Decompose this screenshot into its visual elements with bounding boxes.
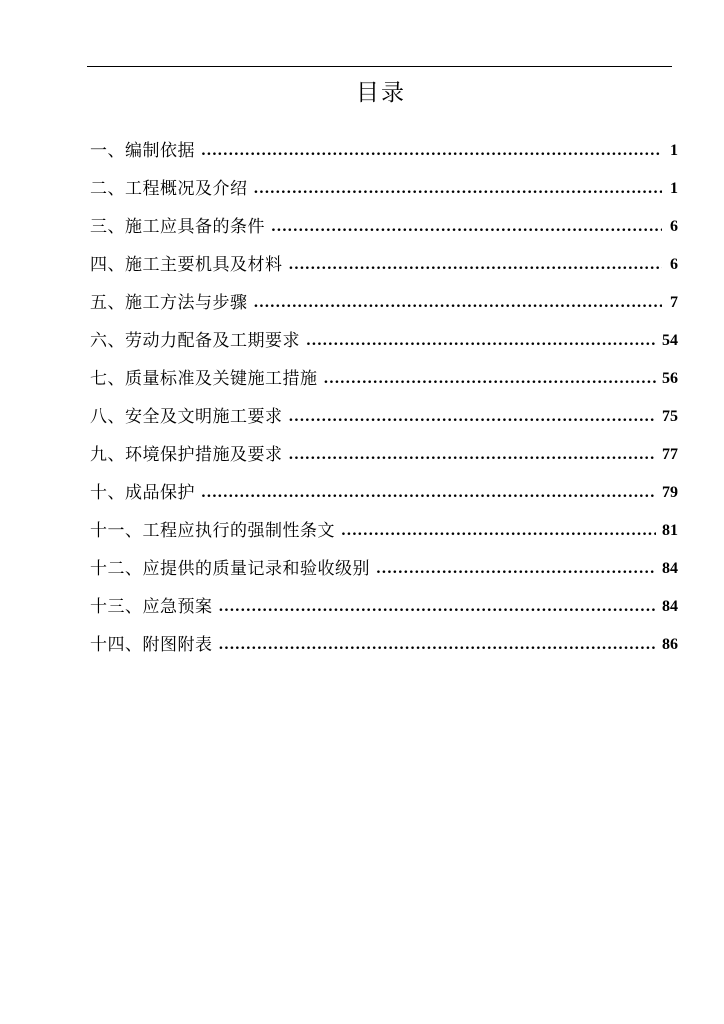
toc-entry-page: 81 bbox=[662, 522, 678, 539]
toc-dot-leader bbox=[271, 212, 662, 242]
toc-entry-page: 84 bbox=[662, 598, 678, 615]
toc-entry-page: 6 bbox=[670, 256, 678, 273]
toc-entry-label: 一、编制依据 bbox=[90, 141, 195, 161]
toc-dot-leader bbox=[289, 440, 657, 470]
toc-entry-label: 十四、附图附表 bbox=[90, 635, 213, 655]
toc-entry[interactable] bbox=[90, 242, 678, 280]
toc-entry-label: 七、质量标准及关键施工措施 bbox=[90, 369, 318, 389]
toc-entry-page: 75 bbox=[662, 408, 678, 425]
toc-dot-leader bbox=[341, 516, 656, 546]
toc-entry-page: 54 bbox=[662, 332, 678, 349]
toc-entry[interactable] bbox=[90, 280, 678, 318]
toc-entry-page: 1 bbox=[670, 142, 678, 159]
toc-dot-leader bbox=[254, 174, 663, 204]
toc-entry-label: 八、安全及文明施工要求 bbox=[90, 407, 283, 427]
toc-dot-leader bbox=[289, 402, 657, 432]
toc-entry-label: 二、工程概况及介绍 bbox=[90, 179, 248, 199]
toc-dot-leader bbox=[324, 364, 657, 394]
toc-entry-page: 84 bbox=[662, 560, 678, 577]
toc-entry[interactable] bbox=[90, 508, 678, 546]
toc-entry-page: 56 bbox=[662, 370, 678, 387]
toc-entry[interactable] bbox=[90, 318, 678, 356]
toc-dot-leader bbox=[289, 250, 663, 280]
toc-entry-label: 十、成品保护 bbox=[90, 483, 195, 503]
toc-entry-page: 7 bbox=[670, 294, 678, 311]
toc-entry[interactable] bbox=[90, 432, 678, 470]
toc-dot-leader bbox=[376, 554, 656, 584]
toc-dot-leader bbox=[201, 478, 656, 508]
toc-dot-leader bbox=[201, 136, 662, 166]
toc-entry-label: 十二、应提供的质量记录和验收级别 bbox=[90, 559, 370, 579]
toc-entry-page: 6 bbox=[670, 218, 678, 235]
toc-entry[interactable] bbox=[90, 394, 678, 432]
toc-entry[interactable] bbox=[90, 584, 678, 622]
toc-entry[interactable] bbox=[90, 546, 678, 584]
toc-entry[interactable] bbox=[90, 128, 678, 166]
toc-entry[interactable] bbox=[90, 356, 678, 394]
toc-entry-page: 79 bbox=[662, 484, 678, 501]
toc-entry-label: 六、劳动力配备及工期要求 bbox=[90, 331, 300, 351]
toc-entry-label: 四、施工主要机具及材料 bbox=[90, 255, 283, 275]
toc-entry-label: 九、环境保护措施及要求 bbox=[90, 445, 283, 465]
toc-entry-label: 十三、应急预案 bbox=[90, 597, 213, 617]
toc-entry[interactable] bbox=[90, 622, 678, 660]
table-of-contents bbox=[90, 128, 678, 660]
header-rule bbox=[87, 66, 672, 67]
toc-entry-page: 86 bbox=[662, 636, 678, 653]
toc-dot-leader bbox=[306, 326, 656, 356]
toc-entry[interactable] bbox=[90, 166, 678, 204]
toc-dot-leader bbox=[219, 592, 657, 622]
toc-dot-leader bbox=[219, 630, 657, 660]
toc-dot-leader bbox=[254, 288, 663, 318]
toc-entry-label: 五、施工方法与步骤 bbox=[90, 293, 248, 313]
toc-entry-page: 1 bbox=[670, 180, 678, 197]
toc-entry-label: 三、施工应具备的条件 bbox=[90, 217, 265, 237]
toc-title: 目录 bbox=[356, 80, 406, 106]
toc-entry-label: 十一、工程应执行的强制性条文 bbox=[90, 521, 335, 541]
toc-entry-page: 77 bbox=[662, 446, 678, 463]
toc-entry[interactable] bbox=[90, 470, 678, 508]
toc-entry[interactable] bbox=[90, 204, 678, 242]
